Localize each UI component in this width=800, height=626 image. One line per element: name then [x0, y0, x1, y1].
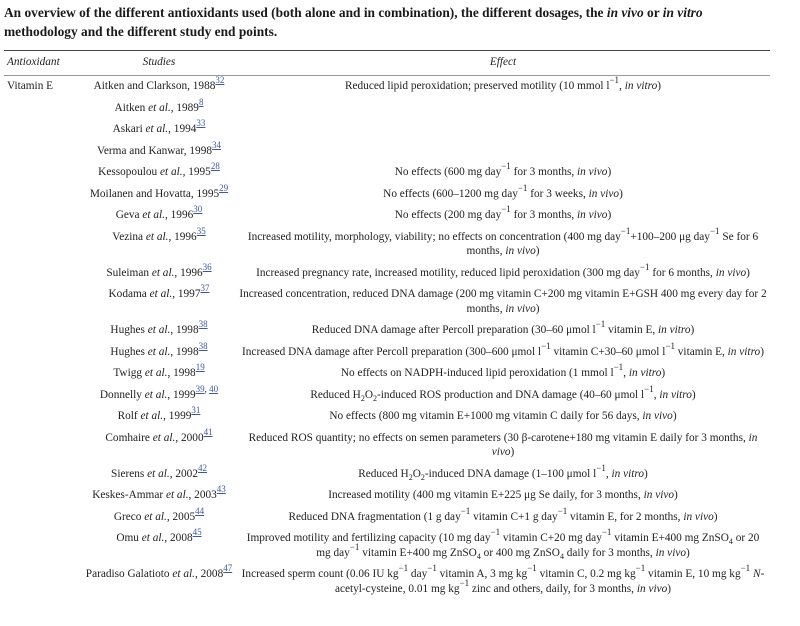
table-row — [4, 205, 770, 227]
table-row — [4, 427, 770, 463]
table-body — [4, 75, 770, 600]
effect-cell: Reduced $H_2O_2$-induced ROS production and DNA damage (40–60 μmol $l^{-1}$, in vitro) — [310, 383, 696, 403]
table-header-row — [4, 51, 770, 76]
reference-superscript — [196, 384, 219, 394]
study-cell — [82, 226, 236, 262]
reference-link[interactable]: 47 — [223, 563, 233, 573]
reference-link[interactable]: 44 — [195, 505, 205, 516]
study-author: Vezina — [112, 230, 146, 243]
caption-in-vitro: in vitro — [662, 5, 703, 20]
study-cell — [82, 320, 236, 342]
study-cell — [82, 162, 236, 184]
study-cell — [82, 97, 236, 119]
study-author: Comhaire — [105, 431, 153, 444]
reference-superscript — [211, 161, 220, 171]
effect-cell: No effects on NADPH-induced lipid peroxidation (1 mmol $l^{-1}$, in vitro) — [340, 362, 666, 379]
antioxidant-cell — [4, 427, 82, 463]
study-cell — [82, 119, 236, 141]
antioxidant-cell — [4, 320, 82, 342]
antioxidant-cell — [4, 506, 82, 528]
study-author: Donnelly — [99, 388, 145, 401]
reference-link[interactable]: 29 — [219, 182, 229, 193]
header-studies: Studies — [82, 51, 236, 76]
antioxidant-cell — [4, 463, 82, 485]
effect-cell: Reduced $H_2O_2$-induced DNA damage (1–100 μmol $l^{-1}$, in vitro) — [358, 462, 648, 482]
effect-cell: No effects (800 mg vitamin E+1000 mg vitamin C daily for 56 days, in vivo) — [329, 410, 677, 422]
table-caption — [4, 3, 774, 41]
study-author: Askari — [112, 123, 146, 135]
table-row — [4, 406, 770, 428]
study-etal: et al. — [145, 123, 169, 135]
table-row — [4, 226, 770, 262]
table-row — [4, 485, 770, 507]
reference-superscript — [196, 118, 205, 128]
reference-superscript — [200, 283, 209, 293]
study-author: Rolf — [117, 410, 141, 422]
antioxidant-cell — [4, 528, 82, 564]
effect-cell: No effects (200 mg day$^{-1}$ for 3 months, in vivo) — [394, 204, 612, 221]
caption-text: An overview of the different antioxidants used (both alone and in combination), the different dosages, the — [4, 5, 607, 20]
reference-superscript — [193, 527, 202, 537]
table-row — [4, 363, 770, 385]
effect-cell: Reduced ROS quantity; no effects on semen parameters (30 β-carotene+180 mg vitamin E daily for 3 months, in vivo) — [248, 431, 758, 458]
table-row — [4, 140, 770, 162]
study-year: , 1999 — [167, 388, 196, 401]
antioxidant-cell — [4, 284, 82, 320]
reference-superscript — [212, 140, 221, 150]
reference-superscript — [199, 97, 204, 107]
effect-cell: Increased motility (400 mg vitamin E+225 μg Se daily, for 3 months, in vivo) — [328, 489, 678, 501]
effect-cell — [236, 140, 770, 162]
study-cell — [82, 284, 236, 320]
study-etal: et al. — [165, 489, 189, 501]
study-etal: et al. — [147, 345, 171, 358]
study-year: , 2008 — [164, 532, 193, 544]
study-etal: et al. — [145, 230, 169, 243]
reference-link[interactable]: 45 — [192, 527, 202, 537]
effect-cell: No effects (600–1200 mg day$^{-1}$ for 3 weeks, in vivo) — [383, 182, 623, 200]
table-row — [4, 506, 770, 528]
study-cell — [82, 463, 236, 485]
reference-superscript — [217, 484, 226, 494]
effect-cell: Increased motility, morphology, viability; no effects on concentration (400 mg day$^{-1}$+100–200 μg day$^{-1}$ Se for 6 months, in vivo) — [247, 225, 759, 257]
reference-link[interactable]: 40 — [209, 383, 219, 394]
reference-superscript — [204, 427, 213, 437]
reference-link[interactable]: 41 — [203, 426, 213, 437]
antioxidant-cell — [4, 97, 82, 119]
table-row — [4, 320, 770, 342]
reference-link[interactable]: 38 — [198, 340, 208, 351]
study-year: , 2008 — [194, 568, 224, 580]
study-author: Kessopoulou — [98, 166, 160, 178]
reference-link[interactable]: 37 — [200, 283, 210, 293]
table-row — [4, 564, 770, 600]
reference-superscript — [193, 204, 202, 214]
antioxidant-cell — [4, 262, 82, 284]
reference-link[interactable]: 42 — [197, 462, 207, 473]
study-cell — [82, 341, 236, 363]
reference-superscript — [198, 463, 207, 473]
caption-in-vivo: in vivo — [606, 5, 644, 20]
caption-or: or — [643, 5, 663, 20]
study-year: , 2003 — [188, 489, 217, 501]
effect-cell: Reduced DNA damage after Percoll preparation (30–60 μmol $l^{-1}$ vitamin E, in vitro) — [311, 319, 695, 336]
study-cell — [82, 262, 236, 284]
effect-cell — [236, 97, 770, 119]
study-cell — [82, 485, 236, 507]
reference-superscript — [191, 405, 200, 415]
study-cell — [82, 384, 236, 406]
effect-cell: No effects (600 mg day$^{-1}$ for 3 months, in vivo) — [394, 161, 612, 178]
study-etal: et al. — [140, 410, 164, 422]
table-row — [4, 97, 770, 119]
study-author: Kodama — [108, 288, 150, 300]
study-year: , 1994 — [168, 123, 197, 135]
study-etal: et al. — [141, 532, 165, 544]
study-etal: et al. — [147, 467, 170, 480]
study-year: , 2005 — [166, 510, 196, 523]
study-cell — [82, 75, 236, 97]
study-cell — [82, 140, 236, 162]
study-etal: et al. — [144, 510, 167, 523]
study-cell — [82, 564, 236, 600]
effect-cell: Increased DNA damage after Percoll preparation (300–600 μmol $l^{-1}$ vitamin C+30–60 μmol $l^{-1}$ vitamin E, in vitro) — [242, 340, 764, 358]
study-cell — [82, 427, 236, 463]
study-year: , 1996 — [174, 266, 203, 279]
study-author: Aitken — [114, 101, 149, 114]
antioxidant-cell: Vitamin E — [7, 80, 54, 92]
antioxidant-cell — [4, 485, 82, 507]
table-row — [4, 75, 770, 97]
study-year: , 1989 — [170, 101, 199, 114]
effect-cell: Reduced lipid peroxidation; preserved motility (10 mmol $l^{-1}$, in vitro) — [344, 75, 661, 92]
antioxidant-cell — [4, 205, 82, 227]
table-row — [4, 262, 770, 284]
reference-superscript — [199, 319, 208, 329]
study-author: Sierens — [111, 467, 148, 480]
study-cell — [82, 528, 236, 564]
study-etal: et al. — [151, 266, 175, 279]
table-row — [4, 463, 770, 485]
study-year: , 1998 — [170, 324, 199, 336]
study-year: , 1998 — [170, 345, 199, 358]
antioxidant-cell — [4, 564, 82, 600]
reference-link[interactable]: 32 — [215, 75, 225, 85]
reference-link[interactable]: 28 — [210, 161, 220, 171]
study-etal: et al. — [172, 568, 195, 580]
reference-superscript — [223, 563, 232, 573]
study-author: Geva — [115, 209, 143, 221]
reference-superscript — [199, 341, 208, 351]
table-row — [4, 284, 770, 320]
reference-separator: , — [204, 383, 210, 394]
study-year: , 1996 — [168, 230, 197, 243]
effect-cell: Reduced DNA fragmentation (1 g day$^{-1}$ vitamin C+1 g day$^{-1}$ vitamin E, for 2 months, in vivo) — [288, 505, 718, 523]
antioxidant-cell — [4, 406, 82, 428]
effect-cell: Increased concentration, reduced DNA damage (200 mg vitamin C+200 mg vitamin E+GSH 400 mg every day for 2 months, in vivo) — [239, 288, 767, 315]
antioxidant-cell — [4, 341, 82, 363]
study-year: , 1996 — [165, 209, 194, 221]
study-etal: et al. — [159, 166, 183, 178]
study-year: , 1997 — [172, 288, 201, 300]
reference-superscript — [196, 362, 205, 372]
study-etal: et al. — [147, 324, 171, 336]
study-cell — [82, 205, 236, 227]
header-antioxidant: Antioxidant — [4, 51, 82, 76]
study-etal: et al. — [149, 288, 173, 300]
reference-superscript — [197, 226, 206, 236]
antioxidant-cell — [4, 140, 82, 162]
reference-link[interactable]: 33 — [196, 118, 206, 128]
study-etal: et al. — [142, 209, 165, 221]
study-etal: et al. — [148, 101, 171, 114]
reference-superscript — [195, 506, 204, 516]
study-author: Paradiso Galatioto — [85, 568, 173, 580]
table-row — [4, 384, 770, 406]
effect-cell: Improved motility and fertilizing capacity (10 mg day$^{-1}$ vitamin C+20 mg day$^{-1}$ vitamin E+400 mg ZnSO$_4$ or 20 mg day$^{-1}$ vitamin E+400 mg ZnSO$_4$ or 400 mg ZnSO$_4$ daily for 3 months, in vivo) — [246, 527, 760, 561]
study-author: Keskes-Ammar — [92, 489, 166, 501]
antioxidant-cell — [4, 226, 82, 262]
antioxidant-cell — [4, 384, 82, 406]
study-author: Hughes — [110, 345, 148, 358]
header-effect: Effect — [236, 51, 770, 76]
effect-cell — [236, 119, 770, 141]
antioxidant-cell — [4, 119, 82, 141]
study-year: , 1995 — [182, 166, 211, 178]
study-etal: et al. — [144, 388, 168, 401]
study-etal: et al. — [152, 431, 176, 444]
study-cell — [82, 506, 236, 528]
study-etal: et al. — [144, 367, 168, 379]
table-row — [4, 162, 770, 184]
reference-link[interactable]: 43 — [216, 484, 226, 494]
study-cell — [82, 363, 236, 385]
table-row — [4, 528, 770, 564]
study-author: Suleiman — [106, 266, 152, 279]
reference-link[interactable]: 36 — [202, 261, 212, 272]
table-row — [4, 341, 770, 363]
effect-cell: Increased pregnancy rate, increased motility, reduced lipid peroxidation (300 mg day$^{-1}$ for 6 months, in vivo) — [256, 261, 750, 279]
study-author: Omu — [116, 532, 142, 544]
reference-link[interactable]: 8 — [198, 96, 204, 107]
antioxidant-table — [4, 50, 770, 600]
study-author: Hughes — [110, 324, 148, 336]
reference-link[interactable]: 31 — [191, 405, 201, 415]
antioxidant-cell — [4, 162, 82, 184]
reference-link[interactable]: 30 — [193, 204, 203, 214]
reference-link[interactable]: 34 — [212, 139, 221, 150]
reference-link[interactable]: 19 — [195, 362, 205, 372]
effect-cell: Increased sperm count (0.06 IU $kg^{-1}$ day$^{-1}$ vitamin A, 3 mg $kg^{-1}$ vitamin C, 0.2 mg $kg^{-1}$ vitamin E, 10 mg $kg^{-1}$ N-acetyl-cysteine, 0.01 mg $kg^{-1}$ zinc and others, daily, for 3 months, in vivo) — [241, 563, 765, 595]
study-year: , 1998 — [167, 367, 196, 379]
study-year: , 2000 — [175, 431, 204, 444]
antioxidant-cell — [4, 183, 82, 205]
reference-superscript — [219, 183, 228, 193]
study-cell — [82, 406, 236, 428]
study-cell — [82, 183, 236, 205]
reference-link[interactable]: 35 — [196, 225, 206, 236]
study-year: , 1999 — [163, 410, 192, 422]
study-author: Greco — [113, 510, 145, 523]
reference-superscript — [203, 262, 212, 272]
table-row — [4, 183, 770, 205]
caption-text-end: methodology and the different study end points. — [4, 24, 278, 39]
study-name: Verma and Kanwar, 1998 — [97, 144, 212, 157]
reference-superscript — [215, 75, 224, 85]
study-name: Aitken and Clarkson, 1988 — [93, 80, 216, 92]
antioxidant-cell — [4, 363, 82, 385]
reference-link[interactable]: 38 — [198, 319, 208, 329]
study-year: , 2002 — [169, 467, 198, 480]
reference-link[interactable]: 39 — [195, 383, 205, 394]
table-row — [4, 119, 770, 141]
study-author: Twigg — [113, 367, 145, 379]
study-name: Moilanen and Hovatta, 1995 — [89, 187, 220, 200]
